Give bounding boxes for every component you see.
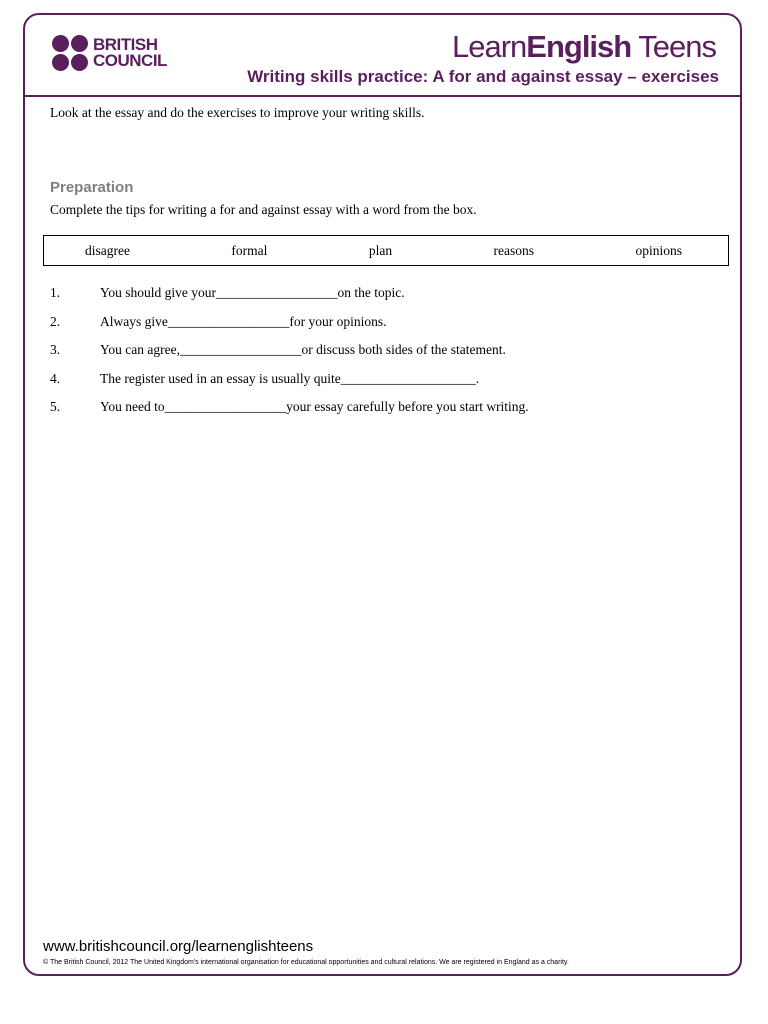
footer-copyright: © The British Council, 2012 The United Kingdom's international organisation for educational opportunities and cultural relations. We are registered in England as a charity.: [43, 959, 569, 966]
learnenglish-teens-logo[interactable]: [452, 29, 716, 65]
exercise-text-before: The register used in an essay is usually quite: [100, 370, 341, 386]
word-box-item: disagree: [85, 242, 130, 258]
exercise-text-before: Always give: [100, 313, 168, 329]
exercise-item: [50, 371, 529, 400]
exercise-number: 1.: [50, 285, 61, 300]
answer-blank[interactable]: __________________: [167, 313, 290, 329]
exercise-text-after: .: [475, 370, 480, 386]
exercise-number: 4.: [50, 370, 61, 386]
exercise-text-before: You can agree,: [100, 342, 180, 358]
british-council-logo[interactable]: [52, 35, 167, 71]
british-council-wordmark: [93, 37, 167, 69]
header: [25, 15, 740, 97]
footer-url-link[interactable]: www.britishcouncil.org/learnenglishteens: [43, 938, 314, 955]
exercise-number: 2.: [50, 313, 61, 329]
british-council-dots-icon: [52, 35, 88, 71]
exercise-list: [50, 285, 529, 428]
exercise-text-after: on the topic.: [337, 285, 405, 300]
brand-line-1: BRITISH: [93, 35, 158, 54]
word-box-item: reasons: [493, 242, 535, 258]
preparation-heading: Preparation: [50, 179, 134, 196]
logo-teens: Teens: [631, 29, 716, 64]
exercise-item: [50, 314, 529, 343]
logo-english: English: [526, 29, 632, 64]
word-box: [43, 235, 729, 266]
exercise-number: 5.: [50, 399, 61, 415]
answer-blank[interactable]: __________________: [179, 342, 302, 358]
brand-line-2: COUNCIL: [93, 51, 167, 70]
exercise-text-before: You need to: [100, 399, 165, 415]
preparation-instruction: Complete the tips for writing a for and against essay with a word from the box.: [50, 202, 477, 217]
exercise-number: 3.: [50, 342, 61, 358]
exercise-item: [50, 285, 529, 314]
answer-blank[interactable]: ____________________: [340, 370, 476, 386]
word-box-item: formal: [231, 242, 268, 258]
exercise-item: [50, 342, 529, 371]
exercise-text-after: or discuss both sides of the statement.: [301, 342, 506, 358]
worksheet-page: [23, 13, 742, 976]
word-box-item: plan: [368, 242, 393, 258]
page-title: Writing skills practice: A for and against essay – exercises: [247, 67, 719, 86]
exercise-text-after: your essay carefully before you start writing.: [286, 399, 529, 415]
answer-blank[interactable]: __________________: [164, 399, 287, 415]
intro-text: Look at the essay and do the exercises to improve your writing skills.: [50, 105, 425, 120]
logo-learn: Learn: [451, 29, 527, 64]
exercise-item: [50, 399, 529, 428]
exercise-text-before: You should give your: [100, 285, 217, 300]
exercise-text-after: for your opinions.: [289, 313, 387, 329]
answer-blank[interactable]: __________________: [216, 285, 338, 300]
word-box-item: opinions: [635, 242, 682, 258]
